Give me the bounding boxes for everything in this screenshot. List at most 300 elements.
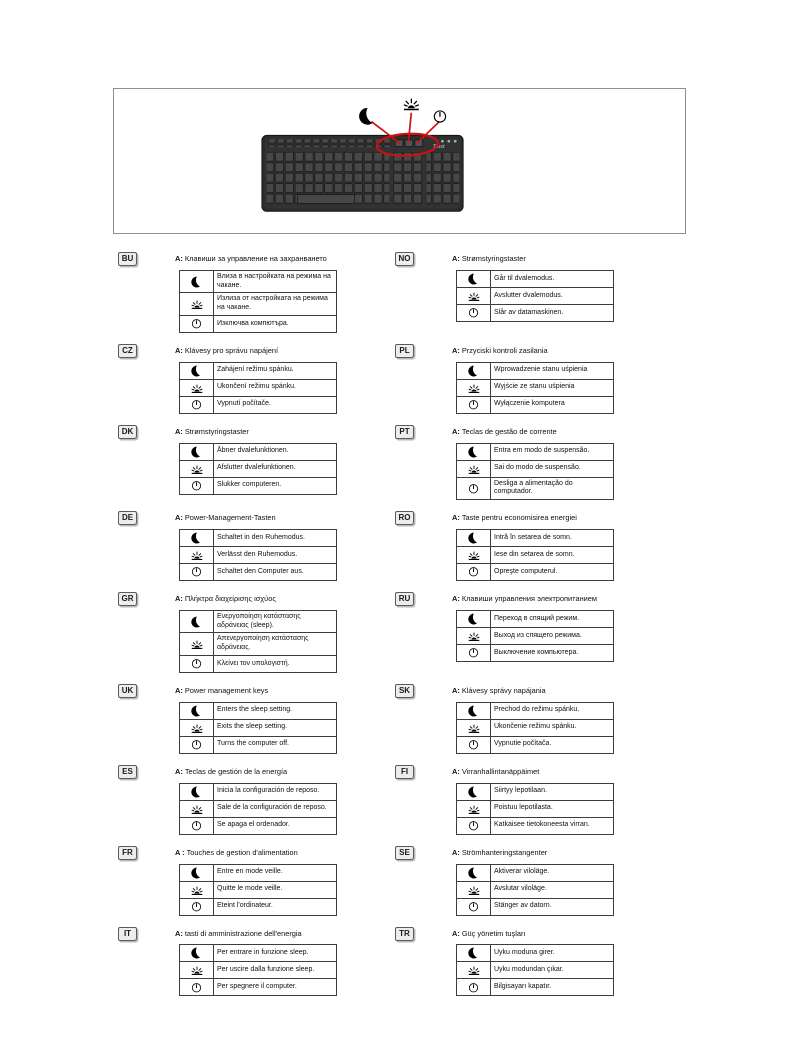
action-description: Wprowadzenie stanu uśpienia <box>491 362 614 379</box>
header-text: tasti di amministrazione dell'energia <box>184 928 302 938</box>
moon-icon-cell <box>180 864 214 881</box>
keyboard-led <box>454 140 457 143</box>
moon-icon-cell <box>180 702 214 719</box>
action-description: Uyku modundan çıkar. <box>491 962 614 979</box>
power-icon <box>468 982 479 993</box>
language-tag-es: ES <box>118 765 137 779</box>
action-row <box>457 945 614 962</box>
keyboard-illustration <box>114 89 685 233</box>
moon-icon <box>357 107 373 127</box>
moon-icon <box>191 446 203 458</box>
action-row <box>457 627 614 644</box>
power-icon <box>434 111 445 122</box>
header-key-label: A: <box>175 928 183 938</box>
action-row <box>457 817 614 834</box>
action-row <box>180 962 337 979</box>
action-row <box>457 800 614 817</box>
moon-icon-cell <box>180 610 214 633</box>
power-icon <box>191 318 202 329</box>
action-description: Quitte le mode veille. <box>214 881 337 898</box>
header-text: Πλήκτρα διαχείρισης ισχύος <box>184 594 276 603</box>
action-description: Prechod do režimu spánku. <box>491 702 614 719</box>
sun-icon-cell <box>180 719 214 736</box>
header-text: Virranhallintanäppäimet <box>461 766 540 776</box>
action-description: Κλείνει τον υπολογιστή. <box>214 655 337 672</box>
sun-icon-cell <box>457 460 491 477</box>
action-description: Wyjście ze stanu uśpienia <box>491 379 614 396</box>
action-row <box>457 702 614 719</box>
header-text: Teclas de gestión de la energía <box>184 766 288 776</box>
power-icon-cell <box>457 817 491 834</box>
header-key-label: A: <box>452 594 460 603</box>
action-description: Opreşte computerul. <box>491 564 614 581</box>
moon-icon <box>468 867 480 879</box>
sun-icon-cell <box>457 800 491 817</box>
power-icon <box>468 647 479 658</box>
language-sections <box>118 250 612 1005</box>
lang-body <box>175 509 337 581</box>
header-text: Teclas de gestão de corrente <box>461 426 557 436</box>
power-icon-cell <box>180 564 214 581</box>
header-text: Przyciski kontroli zasilania <box>461 345 548 355</box>
wake-sun-icon <box>468 290 480 302</box>
section-header <box>175 595 337 604</box>
action-description: Verlässt den Ruhemodus. <box>214 547 337 564</box>
moon-icon-cell <box>457 270 491 287</box>
keyboard-brand-logo: Trust <box>432 144 445 151</box>
lang-body <box>175 925 337 997</box>
action-description: Per spegnere il computer. <box>214 979 337 996</box>
sun-icon-cell <box>180 962 214 979</box>
action-row <box>180 460 337 477</box>
action-row <box>180 315 337 332</box>
section-header <box>175 428 337 437</box>
wake-sun-icon <box>468 463 480 475</box>
language-tag-ru: RU <box>395 592 414 606</box>
action-row <box>457 460 614 477</box>
lang-section-bu <box>118 250 337 333</box>
power-icon <box>191 820 202 831</box>
action-description: Vypnutie počítača. <box>491 736 614 753</box>
action-row <box>180 293 337 316</box>
lang-body <box>452 423 612 500</box>
wake-sun-icon <box>191 964 203 976</box>
wake-sun-icon <box>191 382 203 394</box>
moon-icon-cell <box>457 864 491 881</box>
moon-icon-cell <box>457 530 491 547</box>
action-row <box>457 477 614 500</box>
language-tag-sk: SK <box>395 684 414 698</box>
keyboard-led <box>447 140 450 143</box>
language-tag-bu: BU <box>118 252 137 266</box>
keyboard-led <box>441 140 444 143</box>
action-description: Avslutar viloläge. <box>491 881 614 898</box>
lang-body <box>175 763 337 835</box>
action-description: Schaltet den Computer aus. <box>214 564 337 581</box>
action-row <box>180 864 337 881</box>
action-row <box>180 817 337 834</box>
action-row <box>457 719 614 736</box>
power-icon-cell <box>180 315 214 332</box>
language-tag-uk: UK <box>118 684 137 698</box>
power-icon-cell <box>457 304 491 321</box>
header-text: Strömhanteringstangenter <box>461 847 548 857</box>
language-tag-de: DE <box>118 511 137 525</box>
section-header <box>175 347 337 356</box>
lang-body <box>452 509 612 581</box>
action-row <box>457 270 614 287</box>
action-description: Poistuu lepotilasta. <box>491 800 614 817</box>
header-text: Güç yönetim tuşları <box>461 928 526 938</box>
action-row <box>457 898 614 915</box>
moon-icon-cell <box>180 443 214 460</box>
header-key-label: A: <box>175 426 183 436</box>
power-icon <box>191 982 202 993</box>
section-header <box>452 514 612 523</box>
section-header <box>452 428 612 437</box>
wake-sun-icon <box>191 803 203 815</box>
action-description: Per uscire dalla funzione sleep. <box>214 962 337 979</box>
action-description: Entre en mode veille. <box>214 864 337 881</box>
header-key-label: A: <box>175 254 183 263</box>
action-row <box>457 396 614 413</box>
wake-sun-icon <box>468 630 480 642</box>
power-icon <box>191 901 202 912</box>
moon-icon <box>191 786 203 798</box>
power-icon <box>468 901 479 912</box>
action-table <box>456 270 614 322</box>
action-description: Åbner dvalefunktionen. <box>214 443 337 460</box>
action-row <box>180 783 337 800</box>
action-description: Zahájení režimu spánku. <box>214 362 337 379</box>
wake-sun-icon <box>468 884 480 896</box>
lang-body <box>175 342 337 414</box>
section-header <box>175 255 337 264</box>
action-row <box>457 644 614 661</box>
header-key-label: A: <box>452 426 460 436</box>
moon-icon-cell <box>457 783 491 800</box>
lang-section-it <box>118 925 337 997</box>
action-table <box>456 864 614 916</box>
sun-icon-cell <box>180 460 214 477</box>
section-header <box>452 255 612 264</box>
header-key-label: A: <box>175 766 183 776</box>
lang-body <box>452 682 612 754</box>
header-key-label: A: <box>175 594 183 603</box>
action-table <box>456 702 614 754</box>
action-row <box>457 881 614 898</box>
action-row <box>457 304 614 321</box>
language-tag-ro: RO <box>395 511 414 525</box>
action-row <box>457 564 614 581</box>
action-description: Ukončení režimu spánku. <box>214 379 337 396</box>
lang-section-no <box>395 250 612 322</box>
moon-icon-cell <box>457 610 491 627</box>
language-tag-fi: FI <box>395 765 414 779</box>
header-key-label: A : <box>175 847 185 857</box>
moon-icon <box>191 276 203 288</box>
action-description: Afslutter dvalefunktionen. <box>214 460 337 477</box>
action-row <box>180 564 337 581</box>
action-description: Излиза от настройката на режима на чакане. <box>214 293 337 316</box>
moon-icon <box>468 532 480 544</box>
action-table <box>456 610 614 662</box>
action-table <box>456 443 614 501</box>
section-header <box>175 514 337 523</box>
moon-icon-cell <box>180 270 214 293</box>
power-icon <box>468 566 479 577</box>
action-description: Переход в спящий режим. <box>491 610 614 627</box>
moon-icon <box>468 705 480 717</box>
moon-icon <box>468 273 480 285</box>
header-key-label: A: <box>452 345 460 355</box>
lang-section-cz <box>118 342 337 414</box>
action-description: Enters the sleep setting. <box>214 702 337 719</box>
action-description: Uyku moduna girer. <box>491 945 614 962</box>
sun-icon-cell <box>457 962 491 979</box>
power-icon <box>468 399 479 410</box>
action-row <box>180 379 337 396</box>
header-key-label: A: <box>175 345 183 355</box>
action-description: Iese din setarea de somn. <box>491 547 614 564</box>
action-description: Влиза в настройката на режима на чакане. <box>214 270 337 293</box>
power-icon-cell <box>457 979 491 996</box>
lang-section-se <box>395 844 612 916</box>
header-key-label: A: <box>452 254 460 263</box>
action-table <box>179 610 337 673</box>
language-tag-no: NO <box>395 252 414 266</box>
action-row <box>457 362 614 379</box>
action-row <box>180 898 337 915</box>
wake-sun-icon <box>468 803 480 815</box>
lang-section-tr <box>395 925 612 997</box>
power-icon-cell <box>180 979 214 996</box>
action-description: Выключение компьютера. <box>491 644 614 661</box>
wake-sun-icon <box>468 382 480 394</box>
power-icon <box>191 480 202 491</box>
action-description: Turns the computer off. <box>214 736 337 753</box>
power-icon <box>191 658 202 669</box>
power-icon-cell <box>180 736 214 753</box>
lang-section-fr <box>118 844 337 916</box>
action-table <box>179 362 337 414</box>
action-table <box>456 362 614 414</box>
sun-icon-cell <box>457 287 491 304</box>
moon-icon <box>191 365 203 377</box>
moon-icon-cell <box>180 945 214 962</box>
section-header <box>452 687 612 696</box>
header-text: Klávesy správy napájania <box>461 685 546 695</box>
sun-icon-cell <box>180 800 214 817</box>
header-text: Klávesy pro správu napájení <box>184 345 279 355</box>
lang-section-dk <box>118 423 337 495</box>
moon-icon-cell <box>457 362 491 379</box>
action-description: Slukker computeren. <box>214 477 337 494</box>
power-icon-cell <box>457 396 491 413</box>
power-icon-cell <box>457 477 491 500</box>
action-row <box>180 547 337 564</box>
lang-body <box>175 590 337 673</box>
action-description: Stänger av datorn. <box>491 898 614 915</box>
sun-icon-cell <box>457 881 491 898</box>
action-table <box>179 529 337 581</box>
action-row <box>457 736 614 753</box>
wake-sun-icon <box>191 298 203 310</box>
moon-icon <box>191 705 203 717</box>
action-description: Выход из спящего режима. <box>491 627 614 644</box>
action-row <box>180 270 337 293</box>
action-row <box>180 881 337 898</box>
action-description: Изключва компютъра. <box>214 315 337 332</box>
moon-icon-cell <box>457 443 491 460</box>
header-key-label: A: <box>452 766 460 776</box>
moon-icon-cell <box>457 945 491 962</box>
power-icon <box>191 566 202 577</box>
action-description: Avslutter dvalemodus. <box>491 287 614 304</box>
action-row <box>180 979 337 996</box>
action-description: Desliga a alimentação do computador. <box>491 477 614 500</box>
action-description: Aktiverar viloläge. <box>491 864 614 881</box>
power-icon-cell <box>180 655 214 672</box>
language-tag-pl: PL <box>395 344 414 358</box>
moon-icon <box>191 616 203 628</box>
header-text: Клавиши за управление на захранването <box>184 254 327 263</box>
action-description: Per entrare in funzione sleep. <box>214 945 337 962</box>
wake-sun-icon <box>191 549 203 561</box>
action-description: Katkaisee tietokoneesta virran. <box>491 817 614 834</box>
action-table <box>179 864 337 916</box>
moon-icon <box>191 532 203 544</box>
action-description: Siirtyy lepotilaan. <box>491 783 614 800</box>
power-icon-cell <box>457 644 491 661</box>
lang-section-de <box>118 509 337 581</box>
keyboard-figure <box>113 88 686 234</box>
wake-sun-icon <box>468 722 480 734</box>
power-icon <box>191 739 202 750</box>
action-row <box>180 477 337 494</box>
wake-sun-icon <box>191 722 203 734</box>
language-tag-tr: TR <box>395 927 414 941</box>
sun-icon-cell <box>180 379 214 396</box>
sun-icon-cell <box>180 547 214 564</box>
wake-sun-icon <box>404 99 419 110</box>
wake-sun-icon <box>468 964 480 976</box>
power-icon <box>468 483 479 494</box>
language-tag-it: IT <box>118 927 137 941</box>
moon-icon-cell <box>457 702 491 719</box>
wake-sun-icon <box>191 884 203 896</box>
moon-icon <box>468 365 480 377</box>
moon-icon <box>468 613 480 625</box>
wake-sun-icon <box>191 463 203 475</box>
lang-body <box>452 763 612 835</box>
section-header <box>175 849 337 858</box>
action-row <box>457 783 614 800</box>
action-description: Entra em modo de suspensão. <box>491 443 614 460</box>
header-key-label: A: <box>452 685 460 695</box>
language-tag-fr: FR <box>118 846 137 860</box>
sun-icon-cell <box>180 881 214 898</box>
action-row <box>457 979 614 996</box>
power-icon-cell <box>180 817 214 834</box>
action-row <box>457 379 614 396</box>
lang-section-uk <box>118 682 337 754</box>
action-description: Ενεργοποίηση κατάστασης αδράνειας (sleep). <box>214 610 337 633</box>
power-icon-cell <box>457 898 491 915</box>
header-text: Power-Management-Tasten <box>184 513 276 523</box>
wake-sun-icon <box>468 549 480 561</box>
action-row <box>180 362 337 379</box>
action-table <box>456 944 614 996</box>
header-key-label: A: <box>175 513 183 523</box>
moon-icon-cell <box>180 362 214 379</box>
power-icon <box>191 399 202 410</box>
moon-icon <box>191 867 203 879</box>
action-row <box>180 610 337 633</box>
power-icon-cell <box>457 564 491 581</box>
action-description: Se apaga el ordenador. <box>214 817 337 834</box>
header-text: Taste pentru economisirea energiei <box>461 513 577 523</box>
action-row <box>180 719 337 736</box>
action-row <box>180 736 337 753</box>
section-header <box>452 849 612 858</box>
section-header <box>175 930 337 939</box>
action-table <box>179 944 337 996</box>
sun-icon-cell <box>180 633 214 656</box>
section-header <box>175 687 337 696</box>
action-description: Sale de la configuración de reposo. <box>214 800 337 817</box>
lang-body <box>175 682 337 754</box>
action-description: Sai do modo de suspensão. <box>491 460 614 477</box>
action-row <box>180 800 337 817</box>
action-description: Ukončenie režimu spánku. <box>491 719 614 736</box>
section-header <box>452 347 612 356</box>
action-description: Vypnutí počítače. <box>214 396 337 413</box>
lang-section-es <box>118 763 337 835</box>
language-tag-cz: CZ <box>118 344 137 358</box>
lang-section-pt <box>395 423 612 500</box>
header-text: Strømstyringstaster <box>184 426 249 436</box>
sun-icon-cell <box>457 379 491 396</box>
moon-icon <box>468 947 480 959</box>
language-tag-pt: PT <box>395 425 414 439</box>
action-description: Bilgisayarı kapatır. <box>491 979 614 996</box>
section-header <box>452 768 612 777</box>
action-row <box>180 945 337 962</box>
moon-icon-cell <box>180 530 214 547</box>
power-icon-cell <box>180 477 214 494</box>
header-key-label: A: <box>175 685 183 695</box>
section-header <box>175 768 337 777</box>
moon-icon-cell <box>180 783 214 800</box>
action-row <box>457 530 614 547</box>
action-description: Απενεργοποίηση κατάστασης αδράνειας. <box>214 633 337 656</box>
header-key-label: A: <box>452 928 460 938</box>
power-icon <box>468 739 479 750</box>
header-key-label: A: <box>452 847 460 857</box>
sun-icon-cell <box>457 547 491 564</box>
sun-icon-cell <box>180 293 214 316</box>
action-description: Schaltet in den Ruhemodus. <box>214 530 337 547</box>
lang-body <box>452 925 612 997</box>
header-text: Клавиши управления электропитанием <box>461 594 597 603</box>
action-row <box>180 530 337 547</box>
lang-body <box>452 250 612 322</box>
action-row <box>180 396 337 413</box>
action-row <box>457 610 614 627</box>
lang-section-pl <box>395 342 612 414</box>
sun-icon-cell <box>457 719 491 736</box>
